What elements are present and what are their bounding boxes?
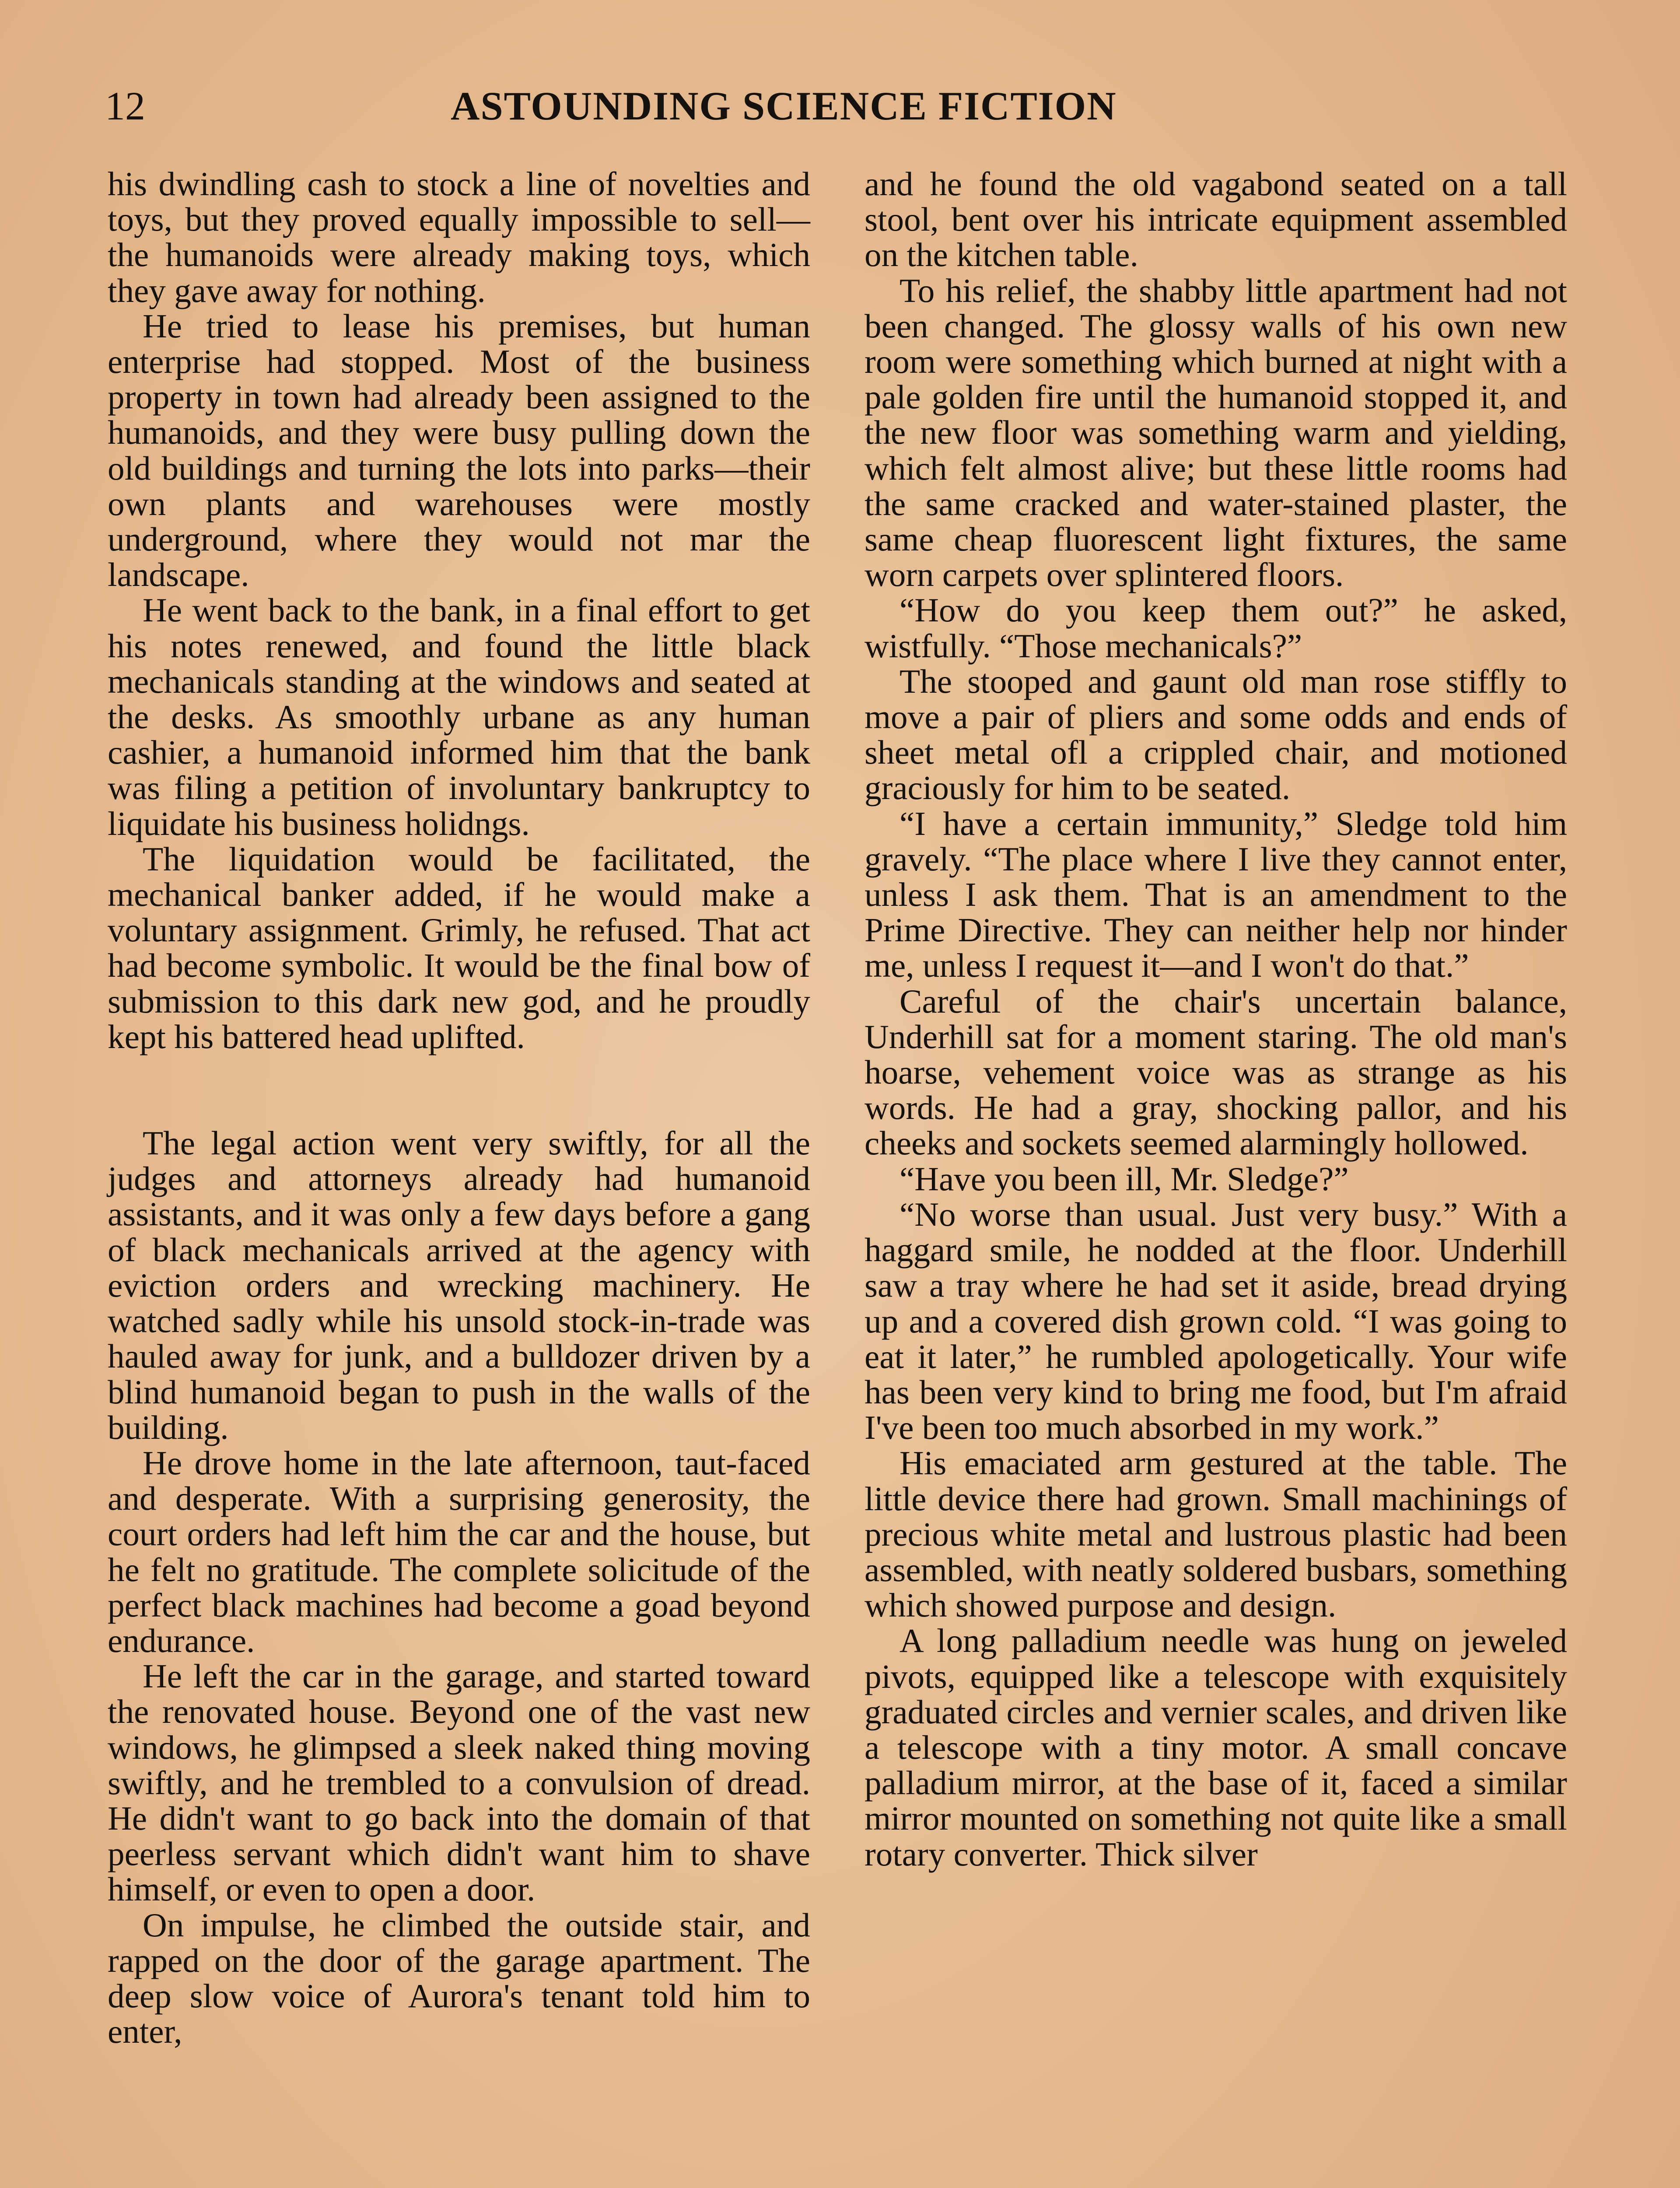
paragraph: He left the car in the garage, and started toward the renovated house. Beyond one of the vast new windows, he glimpsed a sleek naked thing moving swiftly, and he trembled to a convulsion of dread. He didn't want to go back into the domain of that peerless servant which didn't want him to shave himself, or even to open a door. bbox=[108, 1657, 810, 1908]
paragraph: To his relief, the shabby little apartment had not been changed. The glossy walls of his own new room were something which burned at night with a pale golden fire until the humanoid stopped it, and the new floor was something warm and yielding, which felt almost alive; but these little rooms had the same cracked and water-stained plaster, the same cheap fluorescent light fixtures, the same worn carpets over splintered floors. bbox=[864, 271, 1567, 594]
right-column bbox=[864, 166, 1567, 1872]
paragraph: He tried to lease his premises, but human enterprise had stopped. Most of the business property in town had already been assigned to the humanoids, and they were busy pulling down the old buildings and turning the lots into parks—their own plants and warehouses were mostly underground, where they would not mar the landscape. bbox=[108, 307, 810, 594]
paragraph: A long palladium needle was hung on jeweled pivots, equipped like a telescope with exquisitely graduated circles and vernier scales, and driven like a telescope with a tiny motor. A small concave palladium mirror, at the base of it, faced a similar mirror mounted on something not quite like a small rotary converter. Thick silver bbox=[864, 1622, 1567, 1873]
paragraph: He went back to the bank, in a final effort to get his notes renewed, and found the little black mechanicals standing at the windows and seated at the desks. As smoothly urbane as any human cashier, a humanoid informed him that the bank was filing a petition of involuntary bankruptcy to liquidate his business holidngs. bbox=[108, 591, 810, 842]
paragraph: and he found the old vagabond seated on a tall stool, bent over his intricate equipment assembled on the kitchen table. bbox=[864, 165, 1567, 274]
paragraph: “I have a certain immunity,” Sledge told him gravely. “The place where I live they cannot enter, unless I ask them. That is an amendment to the Prime Directive. They can neither help nor hinder me, unless I request it—and I won't do that.” bbox=[864, 804, 1567, 985]
paragraph: “Have you been ill, Mr. Sledge?” bbox=[900, 1160, 1349, 1198]
paragraph: The liquidation would be facilitated, the mechanical banker added, if he would make a voluntary assignment. Grimly, he refused. That act had become symbolic. It would be the final bow of submission to this dark new god, and he proudly kept his battered head uplifted. bbox=[108, 840, 810, 1055]
running-title: ASTOUNDING SCIENCE FICTION bbox=[451, 84, 1117, 128]
page-number: 12 bbox=[105, 84, 145, 128]
paragraph: Careful of the chair's uncertain balance, Underhill sat for a moment staring. The old man's hoarse, vehement voice was as strange as his words. He had a gray, shocking pallor, and his cheeks and sockets seemed alarmingly hollowed. bbox=[864, 982, 1567, 1162]
paragraph: He drove home in the late afternoon, taut-faced and desperate. With a surprising generosity, the court orders had left him the car and the house, but he felt no gratitude. The complete solicitude of the perfect black machines had become a goad beyond endurance. bbox=[108, 1444, 810, 1659]
paragraph: The legal action went very swiftly, for all the judges and attorneys already had humanoid assistants, and it was only a few days before a gang of black mechanicals arrived at the agency with eviction orders and wrecking machinery. He watched sadly while his unsold stock-in-trade was hauled away for junk, and a bulldozer driven by a blind humanoid began to push in the walls of the building. bbox=[108, 1124, 810, 1446]
paragraph: “How do you keep them out?” he asked, wistfully. “Those mechanicals?” bbox=[864, 591, 1567, 665]
left-column bbox=[108, 166, 810, 2049]
paragraph: his dwindling cash to stock a line of novelties and toys, but they proved equally impossible to sell—the humanoids were already making toys, which they gave away for nothing. bbox=[108, 165, 810, 309]
paragraph: “No worse than usual. Just very busy.” With a haggard smile, he nodded at the floor. Underhill saw a tray where he had set it aside, bread drying up and a covered dish grown cold. “I was going to eat it later,” he rumbled apologetically. Your wife has been very kind to bring me food, but I'm afraid I've been too much absorbed in my work.” bbox=[864, 1195, 1567, 1447]
paragraph: The stooped and gaunt old man rose stiffly to move a pair of pliers and some odds and ends of sheet metal ofl a crippled chair, and motioned graciously for him to be seated. bbox=[864, 662, 1567, 807]
paragraph: On impulse, he climbed the outside stair, and rapped on the door of the garage apartment. The deep slow voice of Aurora's tenant told him to enter, bbox=[108, 1906, 810, 2051]
paragraph: His emaciated arm gestured at the table. The little device there had grown. Small machinings of precious white metal and lustrous plastic had been assembled, with neatly soldered busbars, something which showed purpose and design. bbox=[864, 1444, 1567, 1624]
